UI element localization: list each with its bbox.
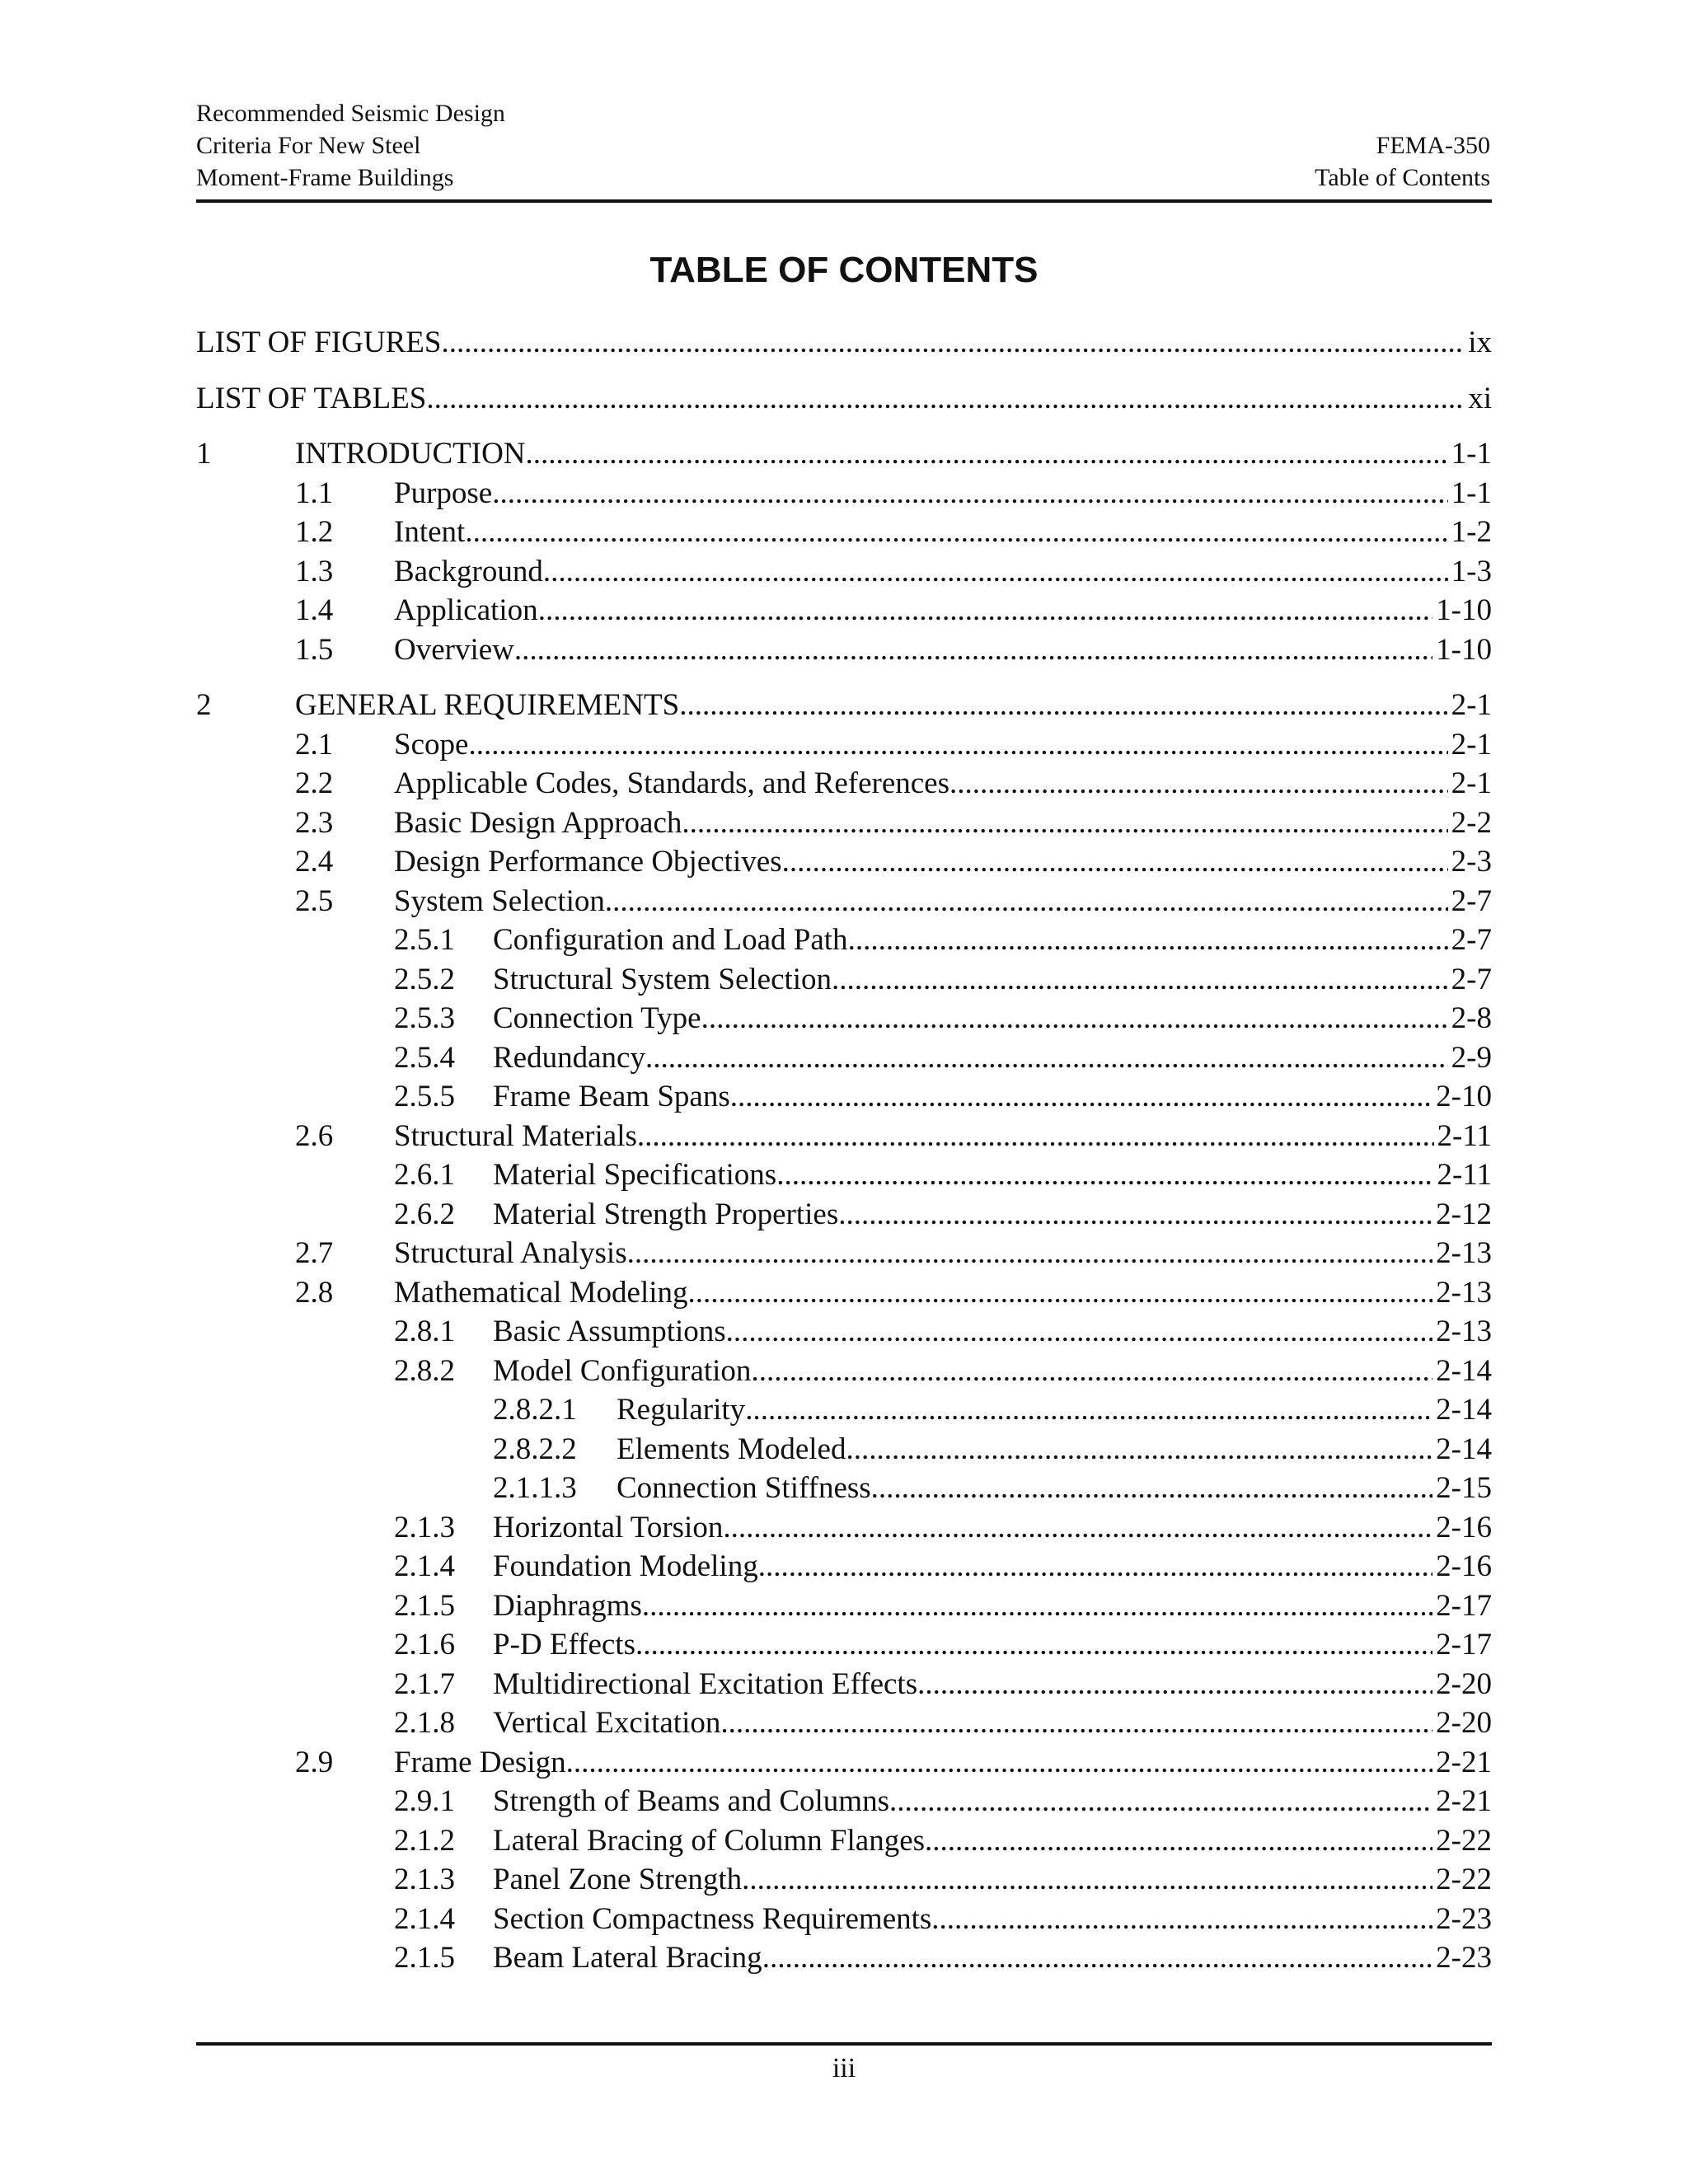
toc-entry-title: Strength of Beams and Columns xyxy=(493,1784,889,1818)
toc-entry-number: 1.4 xyxy=(295,593,334,627)
dot-leader xyxy=(730,1077,1432,1117)
toc-entry-page: 1-3 xyxy=(1451,554,1492,588)
toc-entry-line xyxy=(493,1625,1492,1665)
toc-entry-number: 1.5 xyxy=(295,632,334,667)
dot-leader xyxy=(931,1900,1432,1939)
toc-entry-page: 2-13 xyxy=(1436,1275,1492,1310)
toc-entry[interactable] xyxy=(196,1586,1492,1626)
toc-entry-page: 2-11 xyxy=(1437,1118,1492,1153)
dot-leader xyxy=(848,921,1448,960)
toc-entry[interactable] xyxy=(196,1821,1492,1861)
toc-entry-page: 2-10 xyxy=(1436,1080,1492,1113)
toc-entry-page: 2-20 xyxy=(1436,1666,1492,1701)
toc-entry-page: 1-2 xyxy=(1451,515,1492,549)
toc-entry-line xyxy=(394,804,1492,843)
toc-entry-title: Material Specifications xyxy=(493,1158,777,1192)
toc-entry-title: Multidirectional Excitation Effects xyxy=(493,1666,918,1701)
toc-entry-title: Section Compactness Requirements xyxy=(493,1901,932,1936)
toc-entry-title: Vertical Excitation xyxy=(493,1706,721,1740)
dot-leader xyxy=(492,474,1447,513)
dot-leader xyxy=(701,999,1448,1038)
toc-entry-title: Mathematical Modeling xyxy=(394,1275,688,1310)
toc-entry-line xyxy=(493,1665,1492,1704)
toc-entry-line xyxy=(394,591,1492,630)
toc-entry-title: System Selection xyxy=(394,883,605,918)
toc-entry-title: LIST OF TABLES xyxy=(196,381,427,415)
toc-entry[interactable] xyxy=(196,1782,1492,1821)
toc-entry-line xyxy=(394,1234,1492,1273)
toc-entry[interactable] xyxy=(196,630,1492,670)
dot-leader xyxy=(441,323,1465,363)
dot-leader xyxy=(762,1938,1432,1978)
toc-entry-page: ix xyxy=(1468,326,1492,359)
toc-entry-line xyxy=(617,1469,1492,1508)
toc-entry-title: Connection Stiffness xyxy=(617,1471,871,1505)
toc-entry-page: 2-20 xyxy=(1436,1706,1492,1740)
toc-entry-title: Regularity xyxy=(617,1393,746,1427)
toc-entry-page: 2-7 xyxy=(1451,962,1492,996)
toc-entry-page: 2-14 xyxy=(1436,1393,1492,1427)
dot-leader xyxy=(742,1860,1432,1900)
dot-leader xyxy=(726,1312,1433,1352)
toc-entry-number: 1.1 xyxy=(295,476,334,510)
dot-leader xyxy=(776,1155,1433,1195)
toc-entry[interactable] xyxy=(196,1743,1492,1783)
toc-entry-number: 2.6 xyxy=(295,1118,334,1153)
toc-entry-page: 2-13 xyxy=(1436,1315,1492,1348)
toc-entry-page: xi xyxy=(1468,381,1492,415)
toc-entry-title: INTRODUCTION xyxy=(295,437,526,471)
toc-entry-line xyxy=(493,1704,1492,1743)
toc-entry[interactable] xyxy=(196,323,1492,363)
toc-entry-page: 2-12 xyxy=(1436,1197,1492,1231)
toc-entry[interactable] xyxy=(196,474,1492,513)
toc-entry-line xyxy=(617,1430,1492,1469)
toc-entry-number: 2 xyxy=(196,688,212,722)
toc-entry-title: Redundancy xyxy=(493,1040,645,1075)
toc-entry-page: 2-2 xyxy=(1451,805,1492,840)
dot-leader xyxy=(745,1390,1432,1430)
dot-leader xyxy=(871,1469,1433,1508)
toc-entry-page: 2-1 xyxy=(1451,727,1492,762)
dot-leader xyxy=(917,1665,1432,1704)
toc-entry-number: 2.1.3 xyxy=(394,1510,455,1544)
toc-entry-title: Frame Design xyxy=(394,1745,566,1779)
toc-entry-number: 1.3 xyxy=(295,554,334,588)
toc-entry[interactable] xyxy=(196,1665,1492,1704)
toc-entry-page: 2-15 xyxy=(1436,1471,1492,1505)
toc-entry[interactable] xyxy=(196,1390,1492,1430)
dot-leader xyxy=(627,1234,1433,1273)
toc-entry[interactable] xyxy=(196,921,1492,960)
toc-entry-number: 2.5.1 xyxy=(394,923,455,957)
toc-entry-line xyxy=(493,921,1492,960)
toc-entry-title: Configuration and Load Path xyxy=(493,923,848,957)
toc-entry-title: Structural Analysis xyxy=(394,1236,627,1270)
toc-entry-title: Intent xyxy=(394,515,466,549)
dot-leader xyxy=(645,1038,1448,1078)
toc-entry-line xyxy=(493,1586,1492,1626)
toc-entry-line xyxy=(493,1038,1492,1078)
toc-entry-title: Model Configuration xyxy=(493,1353,752,1388)
toc-entry-line xyxy=(617,1390,1492,1430)
toc-entry-line xyxy=(493,1782,1492,1821)
toc-entry-page: 1-1 xyxy=(1451,476,1492,510)
toc-entry-number: 2.5.3 xyxy=(394,1001,455,1035)
toc-entry-line xyxy=(493,1821,1492,1861)
dot-leader xyxy=(758,1547,1432,1586)
toc-entry-page: 2-11 xyxy=(1437,1158,1492,1192)
toc-entry[interactable] xyxy=(196,804,1492,843)
toc-entry-line xyxy=(493,1155,1492,1195)
toc-entry-page: 2-8 xyxy=(1451,1001,1492,1035)
dot-leader xyxy=(637,1117,1434,1156)
toc-entry-line xyxy=(493,1195,1492,1235)
toc-entry-line xyxy=(493,1860,1492,1900)
toc-entry-line xyxy=(394,513,1492,552)
toc-entry-number: 2.1.2 xyxy=(394,1823,455,1858)
toc-entry-title: Application xyxy=(394,593,538,627)
toc-entry-number: 2.1.3 xyxy=(394,1863,455,1896)
toc-entry-number: 2.1.5 xyxy=(394,1941,455,1975)
dot-leader xyxy=(751,1352,1432,1391)
dot-leader xyxy=(925,1821,1432,1861)
toc-entry-number: 1.2 xyxy=(295,515,334,549)
toc-entry[interactable] xyxy=(196,1430,1492,1469)
page-number: iii xyxy=(832,2053,856,2083)
toc-entry-number: 2.1 xyxy=(295,727,334,762)
toc-entry-line xyxy=(394,725,1492,765)
dot-leader xyxy=(720,1704,1432,1743)
toc-entry-line xyxy=(493,1352,1492,1391)
toc-entry-number: 2.2 xyxy=(295,766,334,800)
toc-entry-number: 2.1.4 xyxy=(394,1549,455,1583)
toc-entry[interactable] xyxy=(196,1547,1492,1586)
toc-entry-title: Panel Zone Strength xyxy=(493,1863,743,1896)
toc-entry-number: 2.1.5 xyxy=(394,1588,455,1623)
toc-entry-page: 2-7 xyxy=(1451,923,1492,957)
toc-entry-page: 2-23 xyxy=(1436,1901,1492,1936)
toc-entry[interactable] xyxy=(196,1469,1492,1508)
toc-entry-title: Diaphragms xyxy=(493,1588,642,1623)
toc-entry-line xyxy=(493,1938,1492,1978)
toc-entry-line xyxy=(394,1743,1492,1783)
running-header xyxy=(196,97,1490,203)
toc-entry-title: Horizontal Torsion xyxy=(493,1510,724,1544)
toc-entry-page: 2-21 xyxy=(1436,1784,1492,1818)
dot-leader xyxy=(889,1782,1432,1821)
header-right-line: FEMA-350 xyxy=(1376,132,1490,159)
toc-entry-number: 2.9.1 xyxy=(394,1784,455,1818)
toc-entry-number: 2.1.1.3 xyxy=(493,1471,577,1505)
toc-entry-page: 1-10 xyxy=(1436,632,1492,667)
toc-entry-line xyxy=(394,552,1492,592)
toc-entry-number: 2.8.2.2 xyxy=(493,1432,577,1466)
toc-entry[interactable] xyxy=(196,591,1492,630)
toc-entry-page: 2-3 xyxy=(1451,845,1492,879)
toc-entry-line xyxy=(394,882,1492,921)
toc-entry-title: Connection Type xyxy=(493,1001,701,1035)
dot-leader xyxy=(605,882,1448,921)
header-right-line: Table of Contents xyxy=(1315,164,1490,191)
dot-leader xyxy=(465,513,1447,552)
toc-entry-number: 2.3 xyxy=(295,805,334,840)
header-document-title xyxy=(196,97,505,194)
toc-entry-line xyxy=(394,1273,1492,1313)
dot-leader xyxy=(526,434,1448,474)
toc-entry[interactable] xyxy=(196,1508,1492,1548)
dot-leader xyxy=(679,686,1447,725)
dot-leader xyxy=(782,842,1448,882)
dot-leader xyxy=(688,1273,1433,1313)
toc-entry[interactable] xyxy=(196,1155,1492,1195)
header-document-id xyxy=(1315,129,1490,194)
page-title: TABLE OF CONTENTS xyxy=(649,250,1039,290)
toc-entry-number: 2.7 xyxy=(295,1236,334,1270)
dot-leader xyxy=(950,764,1448,804)
toc-entry[interactable] xyxy=(196,1938,1492,1978)
toc-entry[interactable] xyxy=(196,552,1492,592)
toc-entry[interactable] xyxy=(196,1117,1492,1156)
footer-rule xyxy=(196,2042,1492,2046)
toc-entry[interactable] xyxy=(196,882,1492,921)
toc-entry-number: 2.6.1 xyxy=(394,1158,455,1192)
toc-entry-line xyxy=(295,686,1492,725)
toc-entry-page: 2-14 xyxy=(1436,1432,1492,1466)
toc-entry[interactable] xyxy=(196,686,1492,725)
toc-entry[interactable] xyxy=(196,999,1492,1038)
toc-entry[interactable] xyxy=(196,434,1492,474)
toc-entry-page: 2-21 xyxy=(1436,1745,1492,1779)
toc-entry-line xyxy=(493,1900,1492,1939)
header-left-line: Recommended Seismic Design xyxy=(196,100,505,127)
toc-entry-number: 2.8 xyxy=(295,1275,334,1310)
toc-entry-title: Material Strength Properties xyxy=(493,1197,839,1231)
toc-entry-page: 1-1 xyxy=(1451,437,1492,471)
toc-entry-page: 2-1 xyxy=(1451,766,1492,800)
toc-entry-page: 2-13 xyxy=(1436,1236,1492,1270)
toc-entry-line xyxy=(394,474,1492,513)
toc-entry-number: 2.1.8 xyxy=(394,1706,455,1740)
toc-entry-page: 2-9 xyxy=(1451,1040,1492,1075)
toc-entry-title: Scope xyxy=(394,727,469,762)
toc-entry[interactable] xyxy=(196,764,1492,804)
toc-entry-line xyxy=(493,960,1492,1000)
dot-leader xyxy=(426,379,1465,419)
toc-entry-number: 2.8.2 xyxy=(394,1353,455,1388)
table-of-contents xyxy=(196,323,1492,1978)
toc-entry-line xyxy=(493,1547,1492,1586)
toc-entry-page: 2-16 xyxy=(1436,1549,1492,1583)
dot-leader xyxy=(832,960,1448,1000)
toc-entry-line xyxy=(394,764,1492,804)
toc-entry-page: 2-17 xyxy=(1436,1628,1492,1661)
toc-entry-line xyxy=(394,1117,1492,1156)
toc-entry-line xyxy=(196,379,1492,419)
toc-entry-page: 2-22 xyxy=(1436,1823,1492,1858)
toc-entry-line xyxy=(196,323,1492,363)
toc-entry-title: LIST OF FIGURES xyxy=(196,326,442,359)
toc-entry-title: Background xyxy=(394,554,543,588)
toc-entry-line xyxy=(493,999,1492,1038)
dot-leader xyxy=(642,1586,1432,1626)
toc-entry-title: Structural Materials xyxy=(394,1118,637,1153)
header-left-line: Criteria For New Steel xyxy=(196,132,421,159)
toc-entry[interactable] xyxy=(196,1273,1492,1313)
toc-entry-title: Design Performance Objectives xyxy=(394,845,782,879)
toc-entry[interactable] xyxy=(196,1900,1492,1939)
toc-entry-title: Purpose xyxy=(394,476,493,510)
dot-leader xyxy=(468,725,1447,765)
toc-entry-number: 2.5.4 xyxy=(394,1040,455,1075)
header-left-line: Moment-Frame Buildings xyxy=(196,164,454,191)
dot-leader xyxy=(838,1195,1432,1235)
toc-entry[interactable] xyxy=(196,1860,1492,1900)
toc-entry[interactable] xyxy=(196,1312,1492,1352)
dot-leader xyxy=(514,630,1432,670)
toc-entry-page: 2-23 xyxy=(1436,1941,1492,1975)
toc-entry-number: 2.9 xyxy=(295,1745,334,1779)
toc-entry[interactable] xyxy=(196,725,1492,765)
toc-entry-title: Frame Beam Spans xyxy=(493,1080,730,1113)
dot-leader xyxy=(846,1430,1432,1469)
dot-leader xyxy=(635,1625,1432,1665)
toc-entry-title: Basic Assumptions xyxy=(493,1315,726,1348)
toc-entry-number: 2.5.2 xyxy=(394,962,455,996)
toc-entry-number: 2.5.5 xyxy=(394,1080,455,1113)
toc-entry[interactable] xyxy=(196,1077,1492,1117)
toc-entry-line xyxy=(394,842,1492,882)
toc-entry-title: Basic Design Approach xyxy=(394,805,682,840)
toc-entry-line xyxy=(295,434,1492,474)
toc-entry-line xyxy=(394,630,1492,670)
toc-entry-page: 2-17 xyxy=(1436,1588,1492,1623)
toc-entry[interactable] xyxy=(196,1352,1492,1391)
toc-entry-number: 2.8.2.1 xyxy=(493,1393,577,1427)
toc-entry[interactable] xyxy=(196,1704,1492,1743)
toc-entry-title: Beam Lateral Bracing xyxy=(493,1941,762,1975)
toc-entry-page: 2-1 xyxy=(1451,688,1492,722)
toc-entry-page: 2-7 xyxy=(1451,883,1492,918)
toc-entry-number: 2.5 xyxy=(295,883,334,918)
toc-entry-number: 2.1.6 xyxy=(394,1628,455,1661)
toc-entry-number: 2.1.4 xyxy=(394,1901,455,1936)
toc-entry[interactable] xyxy=(196,1195,1492,1235)
toc-entry-title: Lateral Bracing of Column Flanges xyxy=(493,1823,926,1858)
dot-leader xyxy=(538,591,1432,630)
dot-leader xyxy=(723,1508,1432,1548)
toc-entry[interactable] xyxy=(196,379,1492,419)
toc-entry-title: Foundation Modeling xyxy=(493,1549,758,1583)
toc-entry-line xyxy=(493,1077,1492,1117)
toc-entry-title: Applicable Codes, Standards, and References xyxy=(394,766,950,800)
toc-entry-number: 1 xyxy=(196,437,212,471)
toc-entry-page: 2-16 xyxy=(1436,1510,1492,1544)
dot-leader xyxy=(543,552,1448,592)
toc-entry[interactable] xyxy=(196,513,1492,552)
toc-entry-page: 1-10 xyxy=(1436,593,1492,627)
toc-entry-number: 2.1.7 xyxy=(394,1666,455,1701)
toc-entry[interactable] xyxy=(196,1625,1492,1665)
toc-entry-title: P-D Effects xyxy=(493,1628,635,1661)
toc-entry-page: 2-22 xyxy=(1436,1863,1492,1896)
toc-entry-number: 2.8.1 xyxy=(394,1315,455,1348)
toc-entry-number: 2.6.2 xyxy=(394,1197,455,1231)
toc-entry-title: Elements Modeled xyxy=(617,1432,846,1466)
toc-entry-line xyxy=(493,1312,1492,1352)
toc-entry-title: Structural System Selection xyxy=(493,962,832,996)
dot-leader xyxy=(566,1743,1433,1783)
toc-entry-title: Overview xyxy=(394,632,514,667)
toc-entry-number: 2.4 xyxy=(295,845,334,879)
header-rule xyxy=(196,199,1492,203)
toc-entry[interactable] xyxy=(196,960,1492,1000)
toc-entry-page: 2-14 xyxy=(1436,1353,1492,1388)
toc-entry-line xyxy=(493,1508,1492,1548)
toc-entry[interactable] xyxy=(196,1234,1492,1273)
toc-entry[interactable] xyxy=(196,1038,1492,1078)
toc-entry-title: GENERAL REQUIREMENTS xyxy=(295,688,680,722)
dot-leader xyxy=(682,804,1447,843)
toc-entry[interactable] xyxy=(196,842,1492,882)
